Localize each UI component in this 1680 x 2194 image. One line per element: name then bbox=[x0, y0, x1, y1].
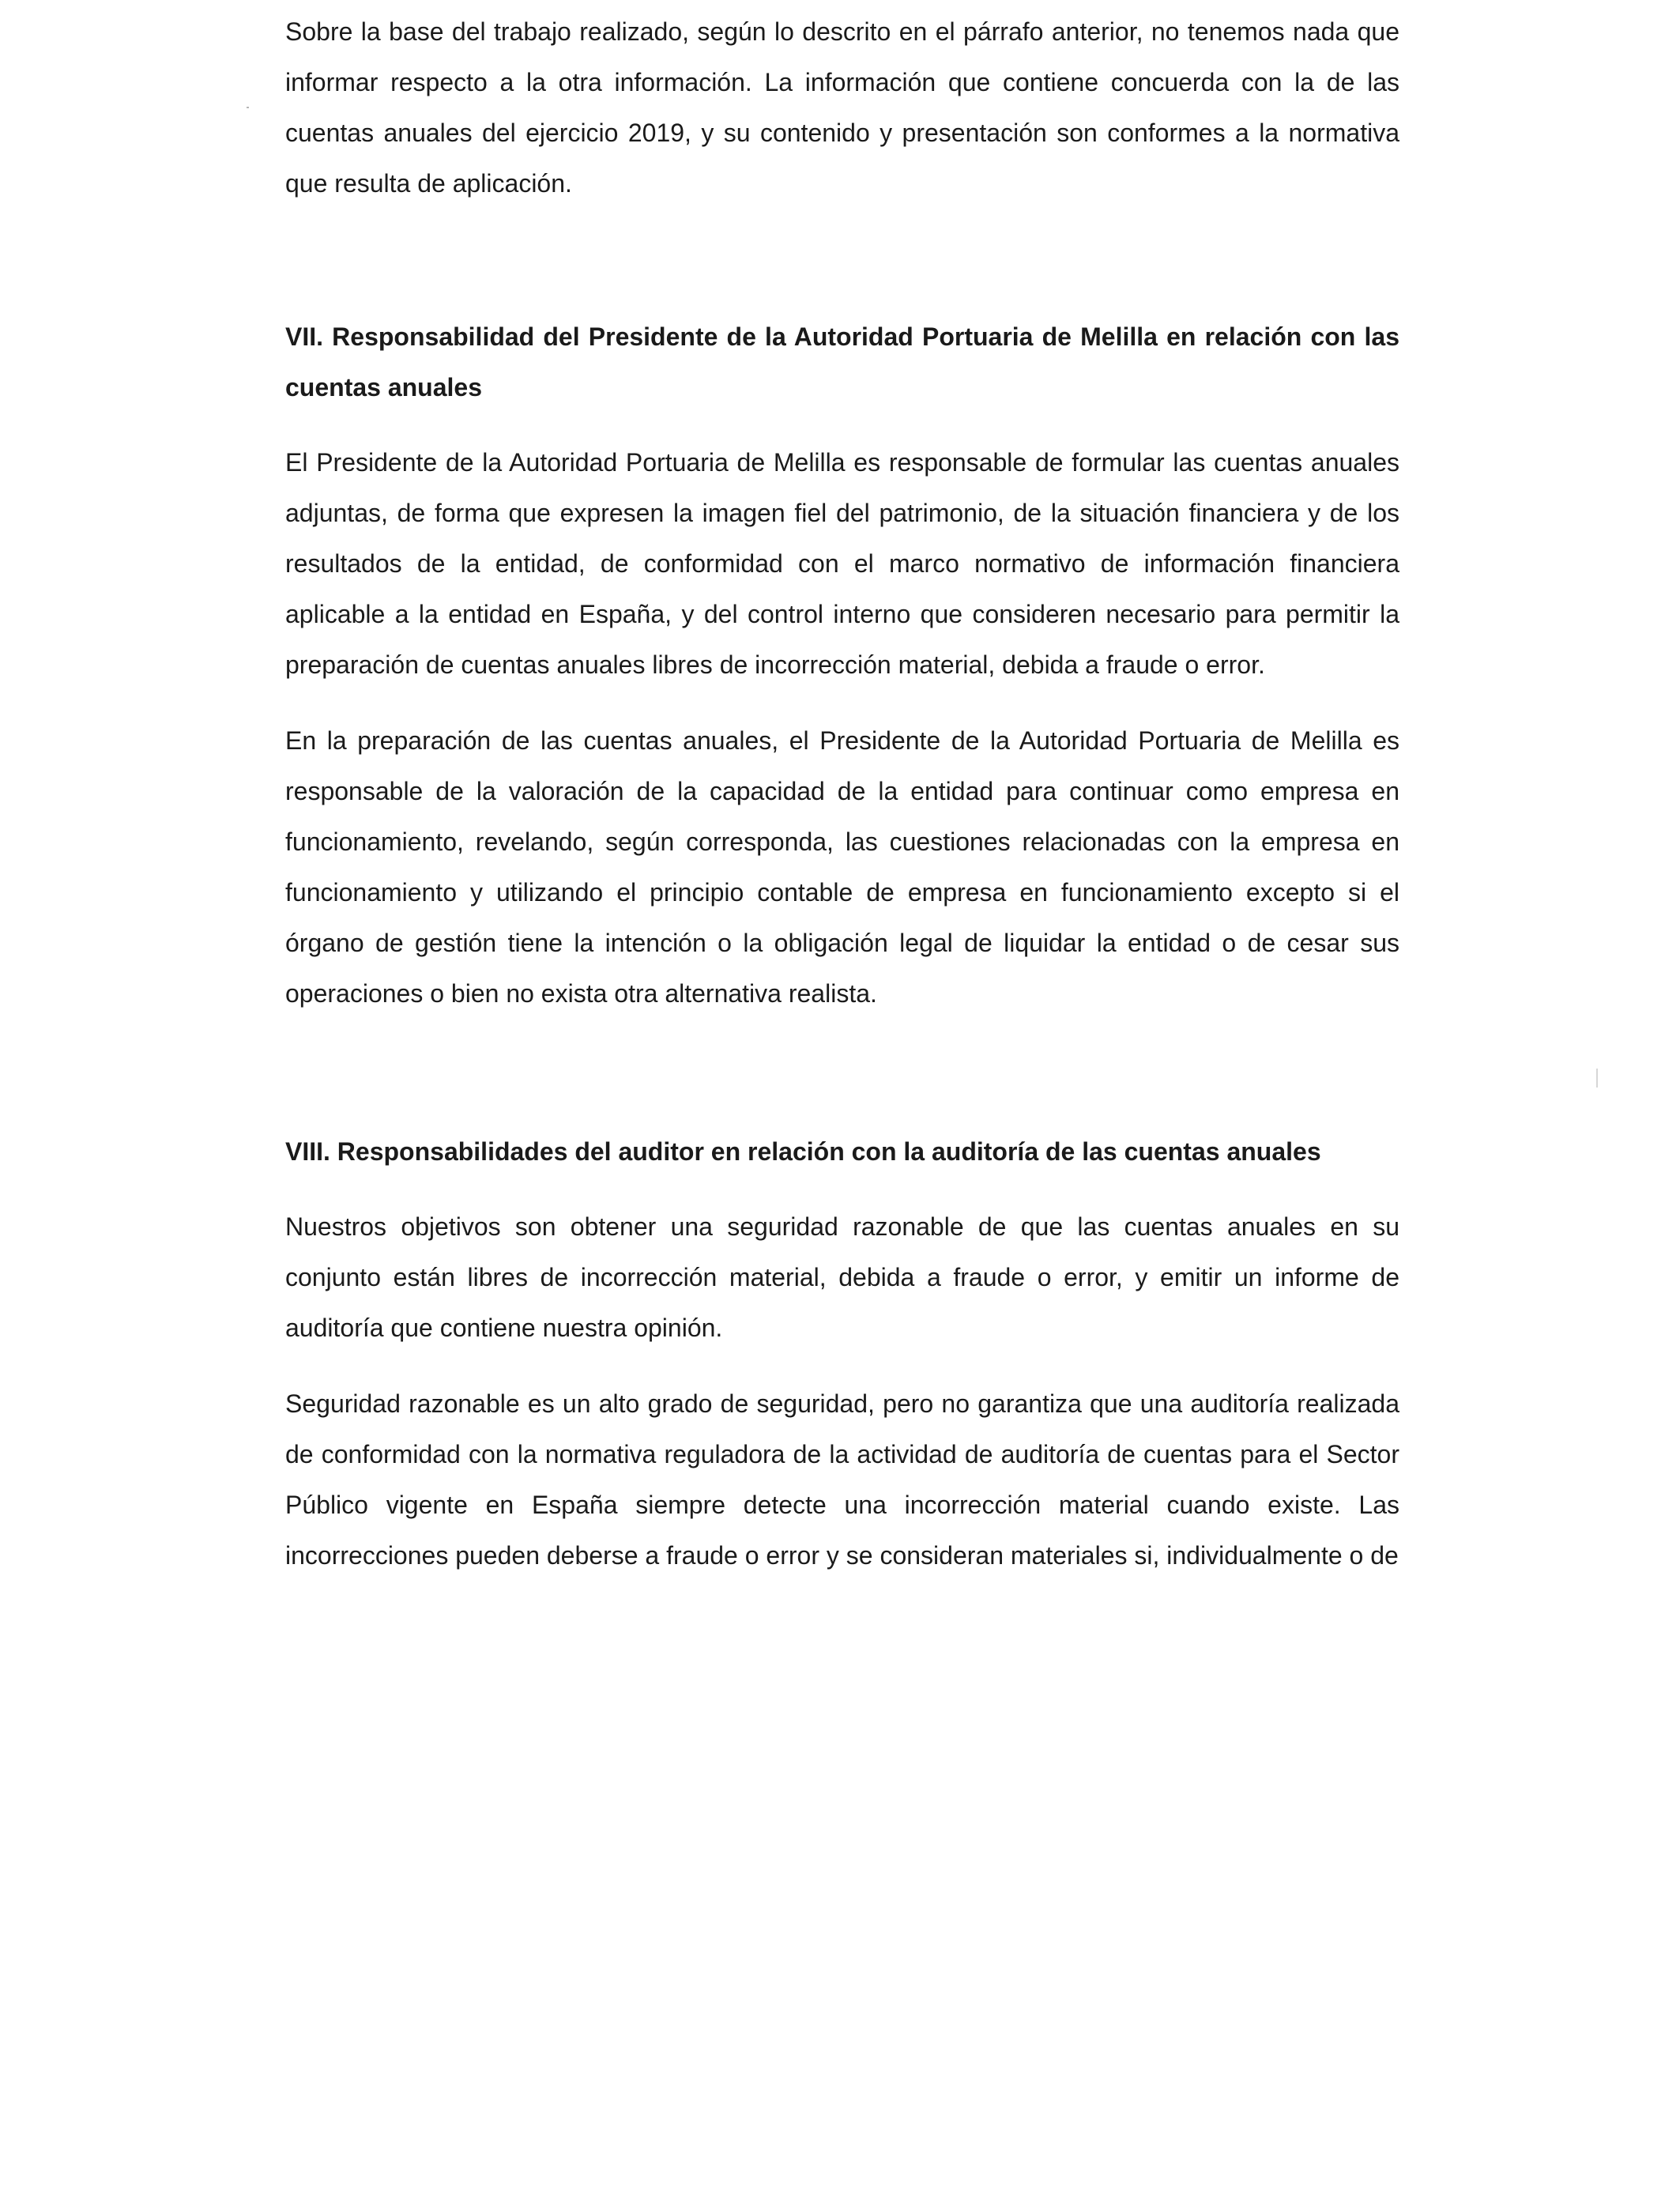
section-viii-paragraph-1: Nuestros objetivos son obtener una seguridad razonable de que las cuentas anuales en su conjunto están libres de incorrección material, debida a fraude o error, y emitir un informe de auditoría que contiene nuestra opinión. bbox=[285, 1212, 1399, 1342]
section-viii-paragraph-2: Seguridad razonable es un alto grado de seguridad, pero no garantiza que una auditoría realizada de conformidad con la normativa reguladora de la actividad de auditoría de cuentas para el Sector Público vigente en España siempre detecte una incorrección material cuando existe. Las incorrecciones pueden deberse a fraude o error y se consideran materiales si, individualmente o de bbox=[285, 1389, 1399, 1570]
section-viii-heading: VIII. Responsabilidades del auditor en relación con la auditoría de las cuentas anuales bbox=[285, 1137, 1321, 1166]
section-vii-paragraph-2: En la preparación de las cuentas anuales, el Presidente de la Autoridad Portuaria de Melilla es responsable de la valoración de la capacidad de la entidad para continuar como empresa en funcionamiento, revelando, según corresponda, las cuestiones relacionadas con la empresa en funcionamiento y utilizando el principio contable de empresa en funcionamiento excepto si el órgano de gestión tiene la intención o la obligación legal de liquidar la entidad o de cesar sus operaciones o bien no exista otra alternativa realista. bbox=[285, 726, 1399, 1008]
scan-speck bbox=[1596, 1069, 1598, 1088]
scan-speck bbox=[247, 107, 249, 108]
intro-paragraph: Sobre la base del trabajo realizado, según lo descrito en el párrafo anterior, no tenemos nada que informar respecto a la otra información. La información que contiene concuerda con la de las cuentas anuales del ejercicio 2019, y su contenido y presentación son conformes a la normativa que resulta de aplicación. bbox=[285, 17, 1399, 198]
section-vii-paragraph-1: El Presidente de la Autoridad Portuaria de Melilla es responsable de formular las cuentas anuales adjuntas, de forma que expresen la imagen fiel del patrimonio, de la situación financiera y de los resultados de la entidad, de conformidad con el marco normativo de información financiera aplicable a la entidad en España, y del control interno que consideren necesario para permitir la preparación de cuentas anuales libres de incorrección material, debida a fraude o error. bbox=[285, 448, 1399, 679]
section-vii-heading: VII. Responsabilidad del Presidente de la Autoridad Portuaria de Melilla en relación con las cuentas anuales bbox=[285, 322, 1399, 401]
